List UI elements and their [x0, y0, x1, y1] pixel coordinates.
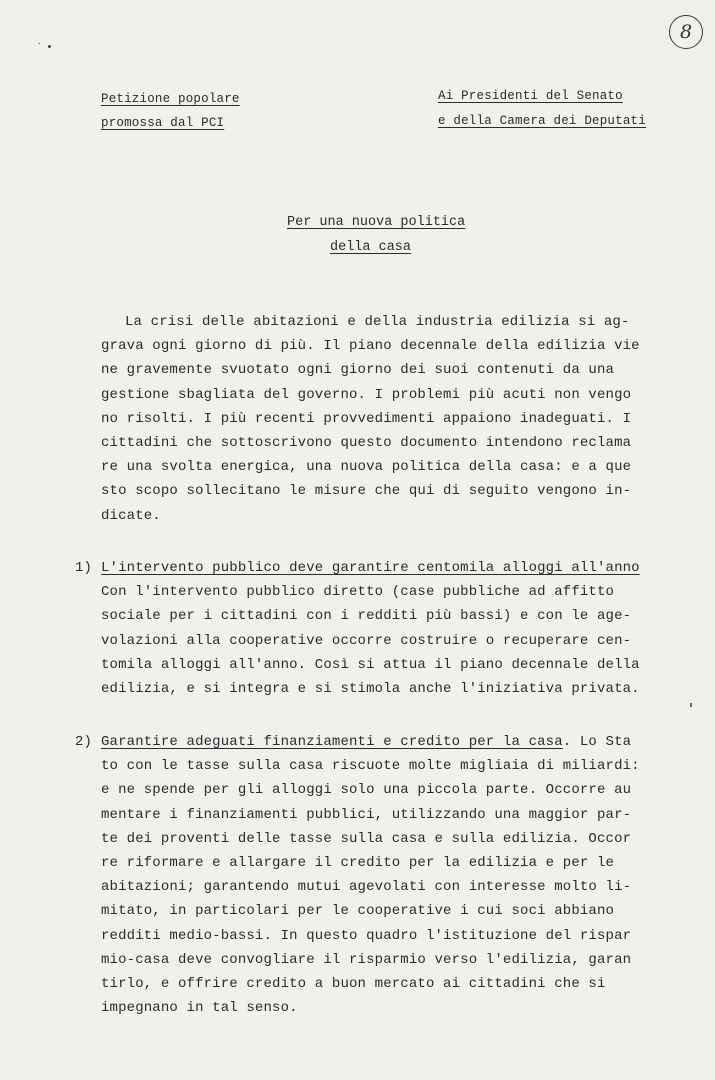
- item-line: re riformare e allargare il credito per la edilizia e per le: [101, 855, 615, 872]
- item-number: 2): [75, 734, 93, 750]
- ink-speck: [690, 703, 692, 707]
- title-line2: della casa: [330, 240, 412, 255]
- item-number: 1): [75, 560, 93, 576]
- page-number: 8: [679, 21, 693, 43]
- item-line: redditi medio-bassi. In questo quadro l'istituzione del rispar: [101, 927, 632, 944]
- document-title: [287, 210, 465, 260]
- intro-line: La crisi delle abitazioni e della industria edilizia si ag-: [125, 314, 630, 330]
- intro-line: no risolti. I più recenti provvedimenti appaiono inadeguati. I: [101, 410, 632, 427]
- intro-line: ne gravemente svuotato ogni giorno dei suoi contenuti da una: [101, 362, 615, 379]
- item-line: impegnano in tal senso.: [101, 1000, 298, 1017]
- intro-line: dicate.: [101, 507, 161, 524]
- item-line: te dei proventi delle tasse sulla casa e sulla edilizia. Occor: [101, 830, 632, 847]
- intro-line: gestione sbagliata del governo. I problemi più acuti non vengo: [101, 386, 632, 403]
- header-right-line2: e della Camera dei Deputati: [438, 114, 646, 128]
- item-heading-tail: . Lo Sta: [562, 734, 632, 750]
- intro-line: cittadini che sottoscrivono questo documento intendono reclama: [101, 435, 632, 452]
- item-line: mentare i finanziamenti pubblici, utilizzando una maggior par-: [101, 806, 632, 823]
- item-line: volazioni alla cooperative occorre costruire o recuperare cen-: [101, 632, 632, 649]
- header-left-line1: Petizione popolare: [101, 92, 240, 106]
- item-line: e ne spende per gli alloggi solo una piccola parte. Occorre au: [101, 782, 632, 799]
- intro-paragraph: [101, 310, 640, 528]
- title-line1: Per una nuova politica: [287, 215, 466, 230]
- item-line: tirlo, e offrire credito a buon mercato ai cittadini che si: [101, 976, 606, 993]
- item-line: mitato, in particolari per le cooperative i cui soci abbiano: [101, 903, 615, 920]
- page-number-circle: [669, 15, 703, 49]
- header-left: [101, 87, 240, 135]
- intro-line: sto scopo sollecitano le misure che qui di seguito vengono in-: [101, 483, 632, 500]
- item-heading: L'intervento pubblico deve garantire centomila alloggi all'anno: [101, 560, 640, 576]
- ink-speck: [48, 45, 51, 48]
- list-item-2: [75, 730, 640, 1020]
- item-line: abitazioni; garantendo mutui agevolati con interesse molto li-: [101, 879, 632, 896]
- item-line: sociale per i cittadini con i redditi più bassi) e con le age-: [101, 608, 632, 625]
- item-line: mio-casa deve convogliare il risparmio verso l'edilizia, garan: [101, 951, 632, 968]
- list-item-1: [75, 556, 640, 701]
- header-right-line1: Ai Presidenti del Senato: [438, 89, 623, 103]
- item-line: Con l'intervento pubblico diretto (case pubbliche ad affitto: [101, 584, 615, 601]
- intro-line: grava ogni giorno di più. Il piano decennale della edilizia vie: [101, 338, 640, 355]
- ink-speck: [38, 43, 40, 44]
- item-line: to con le tasse sulla casa riscuote molte migliaia di miliardi:: [101, 758, 640, 775]
- intro-line: re una svolta energica, una nuova politica della casa: e a que: [101, 459, 632, 476]
- header-left-line2: promossa dal PCI: [101, 116, 225, 130]
- item-heading: Garantire adeguati finanziamenti e credito per la casa: [101, 734, 563, 750]
- item-line: edilizia, e si integra e si stimola anche l'iniziativa privata.: [101, 681, 640, 698]
- header-right: [438, 84, 646, 134]
- item-line: tomila alloggi all'anno. Così si attua il piano decennale della: [101, 656, 640, 673]
